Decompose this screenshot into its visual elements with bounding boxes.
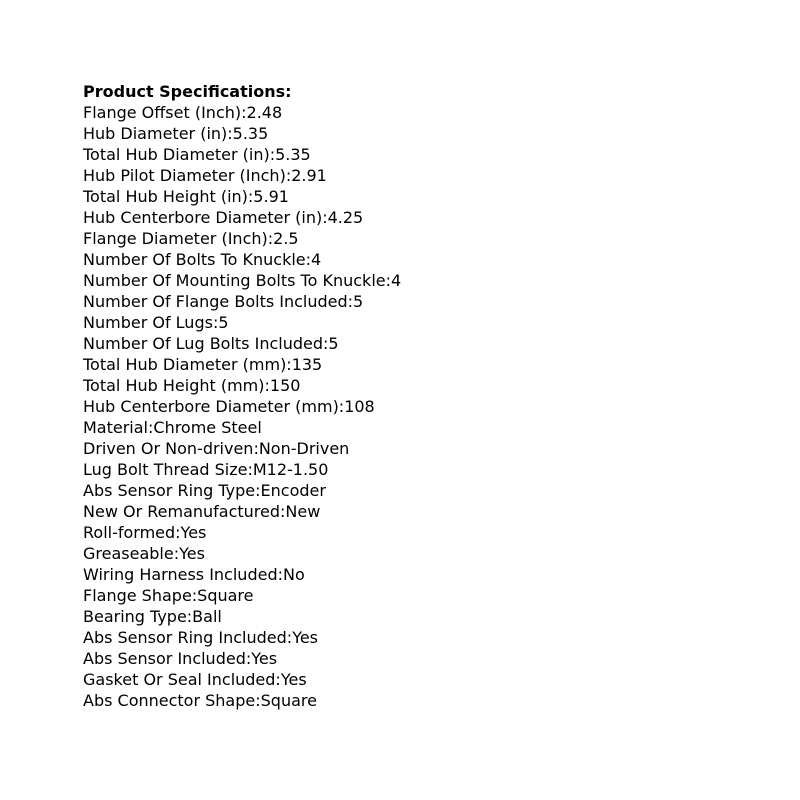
- spec-item: Material:Chrome Steel: [83, 418, 262, 437]
- spec-item: Total Hub Height (in):5.91: [83, 187, 289, 206]
- spec-item: Abs Sensor Ring Type:Encoder: [83, 481, 326, 500]
- spec-item: Total Hub Height (mm):150: [83, 376, 301, 395]
- spec-item: Driven Or Non-driven:Non-Driven: [83, 439, 350, 458]
- spec-item: Abs Sensor Ring Included:Yes: [83, 628, 319, 647]
- spec-item: Lug Bolt Thread Size:M12-1.50: [83, 460, 329, 479]
- spec-item: Total Hub Diameter (in):5.35: [83, 145, 311, 164]
- spec-item: Number Of Flange Bolts Included:5: [83, 292, 364, 311]
- spec-item: Abs Connector Shape:Square: [83, 691, 317, 710]
- spec-item: Flange Shape:Square: [83, 586, 254, 605]
- spec-item: Hub Diameter (in):5.35: [83, 124, 269, 143]
- product-specifications: [83, 81, 783, 711]
- spec-item: Hub Pilot Diameter (Inch):2.91: [83, 166, 327, 185]
- spec-item: Total Hub Diameter (mm):135: [83, 355, 323, 374]
- spec-item: Number Of Lug Bolts Included:5: [83, 334, 339, 353]
- spec-item: Greaseable:Yes: [83, 544, 205, 563]
- spec-item: Roll-formed:Yes: [83, 523, 207, 542]
- specifications-heading: Product Specifications:: [83, 82, 292, 101]
- spec-item: Number Of Lugs:5: [83, 313, 229, 332]
- spec-item: Hub Centerbore Diameter (in):4.25: [83, 208, 364, 227]
- spec-item: Number Of Bolts To Knuckle:4: [83, 250, 322, 269]
- spec-item: New Or Remanufactured:New: [83, 502, 321, 521]
- spec-item: Gasket Or Seal Included:Yes: [83, 670, 307, 689]
- spec-list: [83, 102, 783, 711]
- spec-item: Abs Sensor Included:Yes: [83, 649, 278, 668]
- spec-item: Bearing Type:Ball: [83, 607, 222, 626]
- spec-item: Flange Offset (Inch):2.48: [83, 103, 283, 122]
- spec-item: Wiring Harness Included:No: [83, 565, 305, 584]
- spec-item: Hub Centerbore Diameter (mm):108: [83, 397, 375, 416]
- spec-item: Flange Diameter (Inch):2.5: [83, 229, 299, 248]
- spec-item: Number Of Mounting Bolts To Knuckle:4: [83, 271, 402, 290]
